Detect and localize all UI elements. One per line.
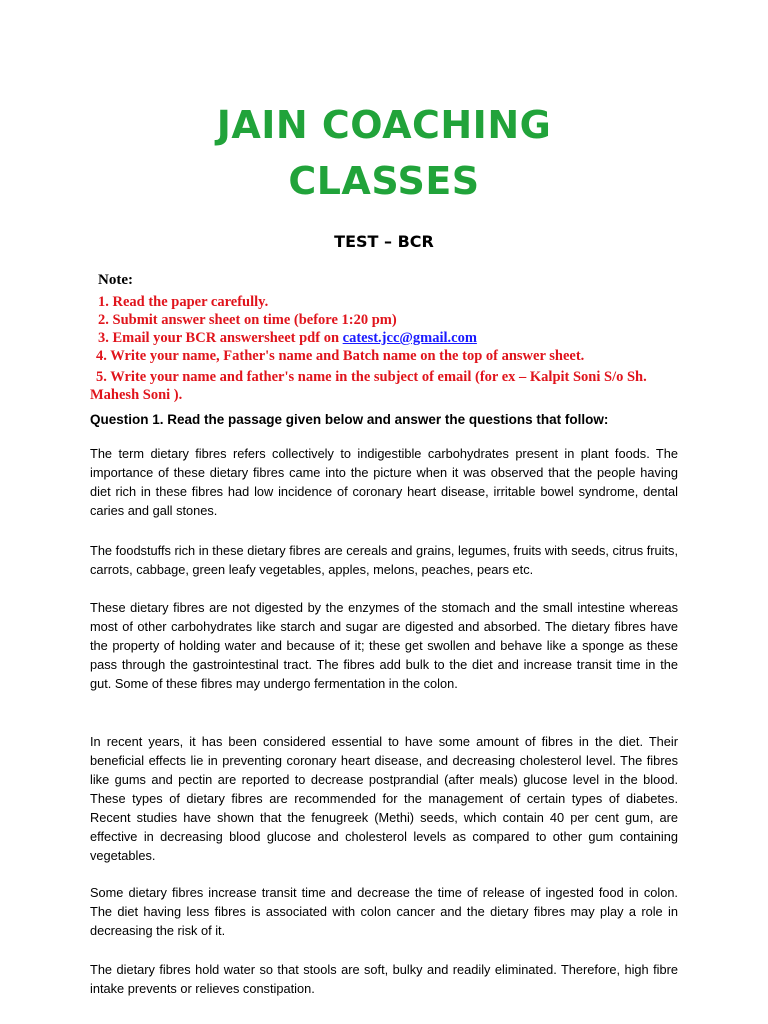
note-item-2: 2. Submit answer sheet on time (before 1:20 pm) xyxy=(98,312,397,328)
question-heading: Question 1. Read the passage given below and answer the questions that follow: xyxy=(90,412,609,427)
institute-title-line2: CLASSES xyxy=(288,159,480,203)
email-link[interactable]: catest.jcc@gmail.com xyxy=(342,330,477,346)
note-label: Note: xyxy=(98,272,133,288)
note-item-4: 4. Write your name, Father's name and Batch name on the top of answer sheet. xyxy=(96,348,585,364)
note-item-3 xyxy=(98,329,738,347)
passage-paragraph-5: Some dietary fibres increase transit time and decrease the time of release of ingested food in colon. The diet having less fibres is associated with colon cancer and the dietary fibres may play a role in decreasing the risk of it. xyxy=(90,885,678,938)
passage-paragraph-6: The dietary fibres hold water so that stools are soft, bulky and readily eliminated. Therefore, high fibre intake prevents or relieves constipation. xyxy=(90,962,678,996)
test-subtitle: TEST – BCR xyxy=(334,232,434,251)
passage-paragraph-4: In recent years, it has been considered essential to have some amount of fibres in the diet. Their beneficial effects lie in preventing coronary heart disease, and decreasing cholesterol level. The fibres like gums and pectin are reported to decrease postprandial (after meals) glucose level in the blood. These types of dietary fibres are recommended for the management of certain types of diabetes. Recent studies have shown that the fenugreek (Methi) seeds, which contain 40 per cent gum, are effective in decreasing blood glucose and cholesterol levels as compared to other gum containing vegetables. xyxy=(90,734,678,863)
note-item-5-line2: Mahesh Soni ). xyxy=(90,387,183,403)
note-item-3-text: 3. Email your BCR answersheet pdf on xyxy=(98,330,343,346)
institute-title-line1: JAIN COACHING xyxy=(216,103,552,147)
passage-paragraph-1: The term dietary fibres refers collectively to indigestible carbohydrates present in plant foods. The importance of these dietary fibres came into the picture when it was observed that the people having diet rich in these fibres had low incidence of coronary heart disease, irritable bowel syndrome, dental caries and gall stones. xyxy=(90,446,678,518)
note-item-5-line1: 5. Write your name and father's name in the subject of email (for ex – Kalpit Soni S/o Sh. xyxy=(96,369,647,385)
passage-paragraph-2: The foodstuffs rich in these dietary fibres are cereals and grains, legumes, fruits with seeds, citrus fruits, carrots, cabbage, green leafy vegetables, apples, melons, peaches, pears etc. xyxy=(90,543,678,577)
passage-paragraph-3: These dietary fibres are not digested by the enzymes of the stomach and the small intestine whereas most of other carbohydrates like starch and sugar are digested and absorbed. The dietary fibres have the property of holding water and because of it; these get swollen and behave like a sponge as these pass through the gastrointestinal tract. The fibres add bulk to the diet and increase transit time in the gut. Some of these fibres may undergo fermentation in the colon. xyxy=(90,600,678,691)
note-item-1: 1. Read the paper carefully. xyxy=(98,294,269,310)
